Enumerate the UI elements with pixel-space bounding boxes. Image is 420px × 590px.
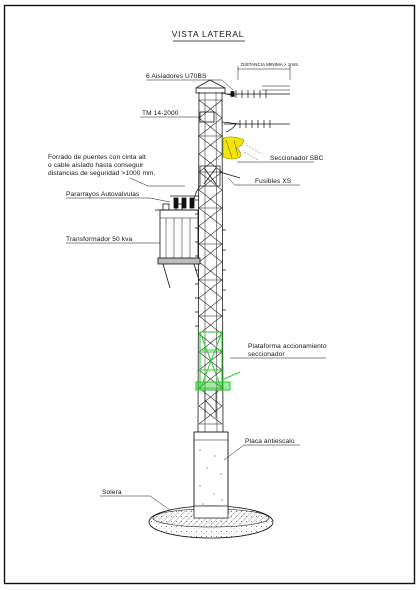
drawing-title: VISTA LATERAL xyxy=(171,29,245,39)
label-transformer: Transformador 50 kva xyxy=(66,236,133,243)
insulator-string-lower xyxy=(224,120,290,132)
label-platform-1: Plataforma accionamiento xyxy=(248,343,327,350)
insulator-string-upper xyxy=(226,86,290,98)
label-base: Solera xyxy=(102,489,122,496)
minimum-distance-note: DISTANCIA MINIMA > 1mts. xyxy=(241,62,299,67)
label-platform-2: seccionador xyxy=(248,351,285,358)
label-switch: Seccionador SBC xyxy=(270,155,324,162)
transformer-50kva xyxy=(158,204,200,288)
disconnector-switch xyxy=(223,137,262,160)
surge-arresters xyxy=(155,196,199,210)
label-plate: Placa antiescalo xyxy=(245,438,295,445)
label-lining-1: Forrado de puentes con cinta alt xyxy=(48,154,146,161)
label-tm: TM 14-2000 xyxy=(142,110,179,117)
fuse-assembly xyxy=(194,166,240,202)
label-fuses: Fusibles XS xyxy=(255,178,292,185)
foundation-base xyxy=(149,506,273,538)
label-lining-2: o cable aislado hasta conseguir xyxy=(48,162,144,169)
label-arresters: Pararrayos Autovalvulas xyxy=(66,191,140,198)
operating-platform xyxy=(196,332,240,390)
top-crossarm xyxy=(196,80,240,124)
label-insulators: 6 Aisladores U70BS xyxy=(146,73,207,80)
label-lining-3: distancias de seguridad >1000 mm. xyxy=(48,170,156,177)
anti-climb-plate xyxy=(194,432,228,512)
minimum-distance-dimension xyxy=(238,66,290,80)
